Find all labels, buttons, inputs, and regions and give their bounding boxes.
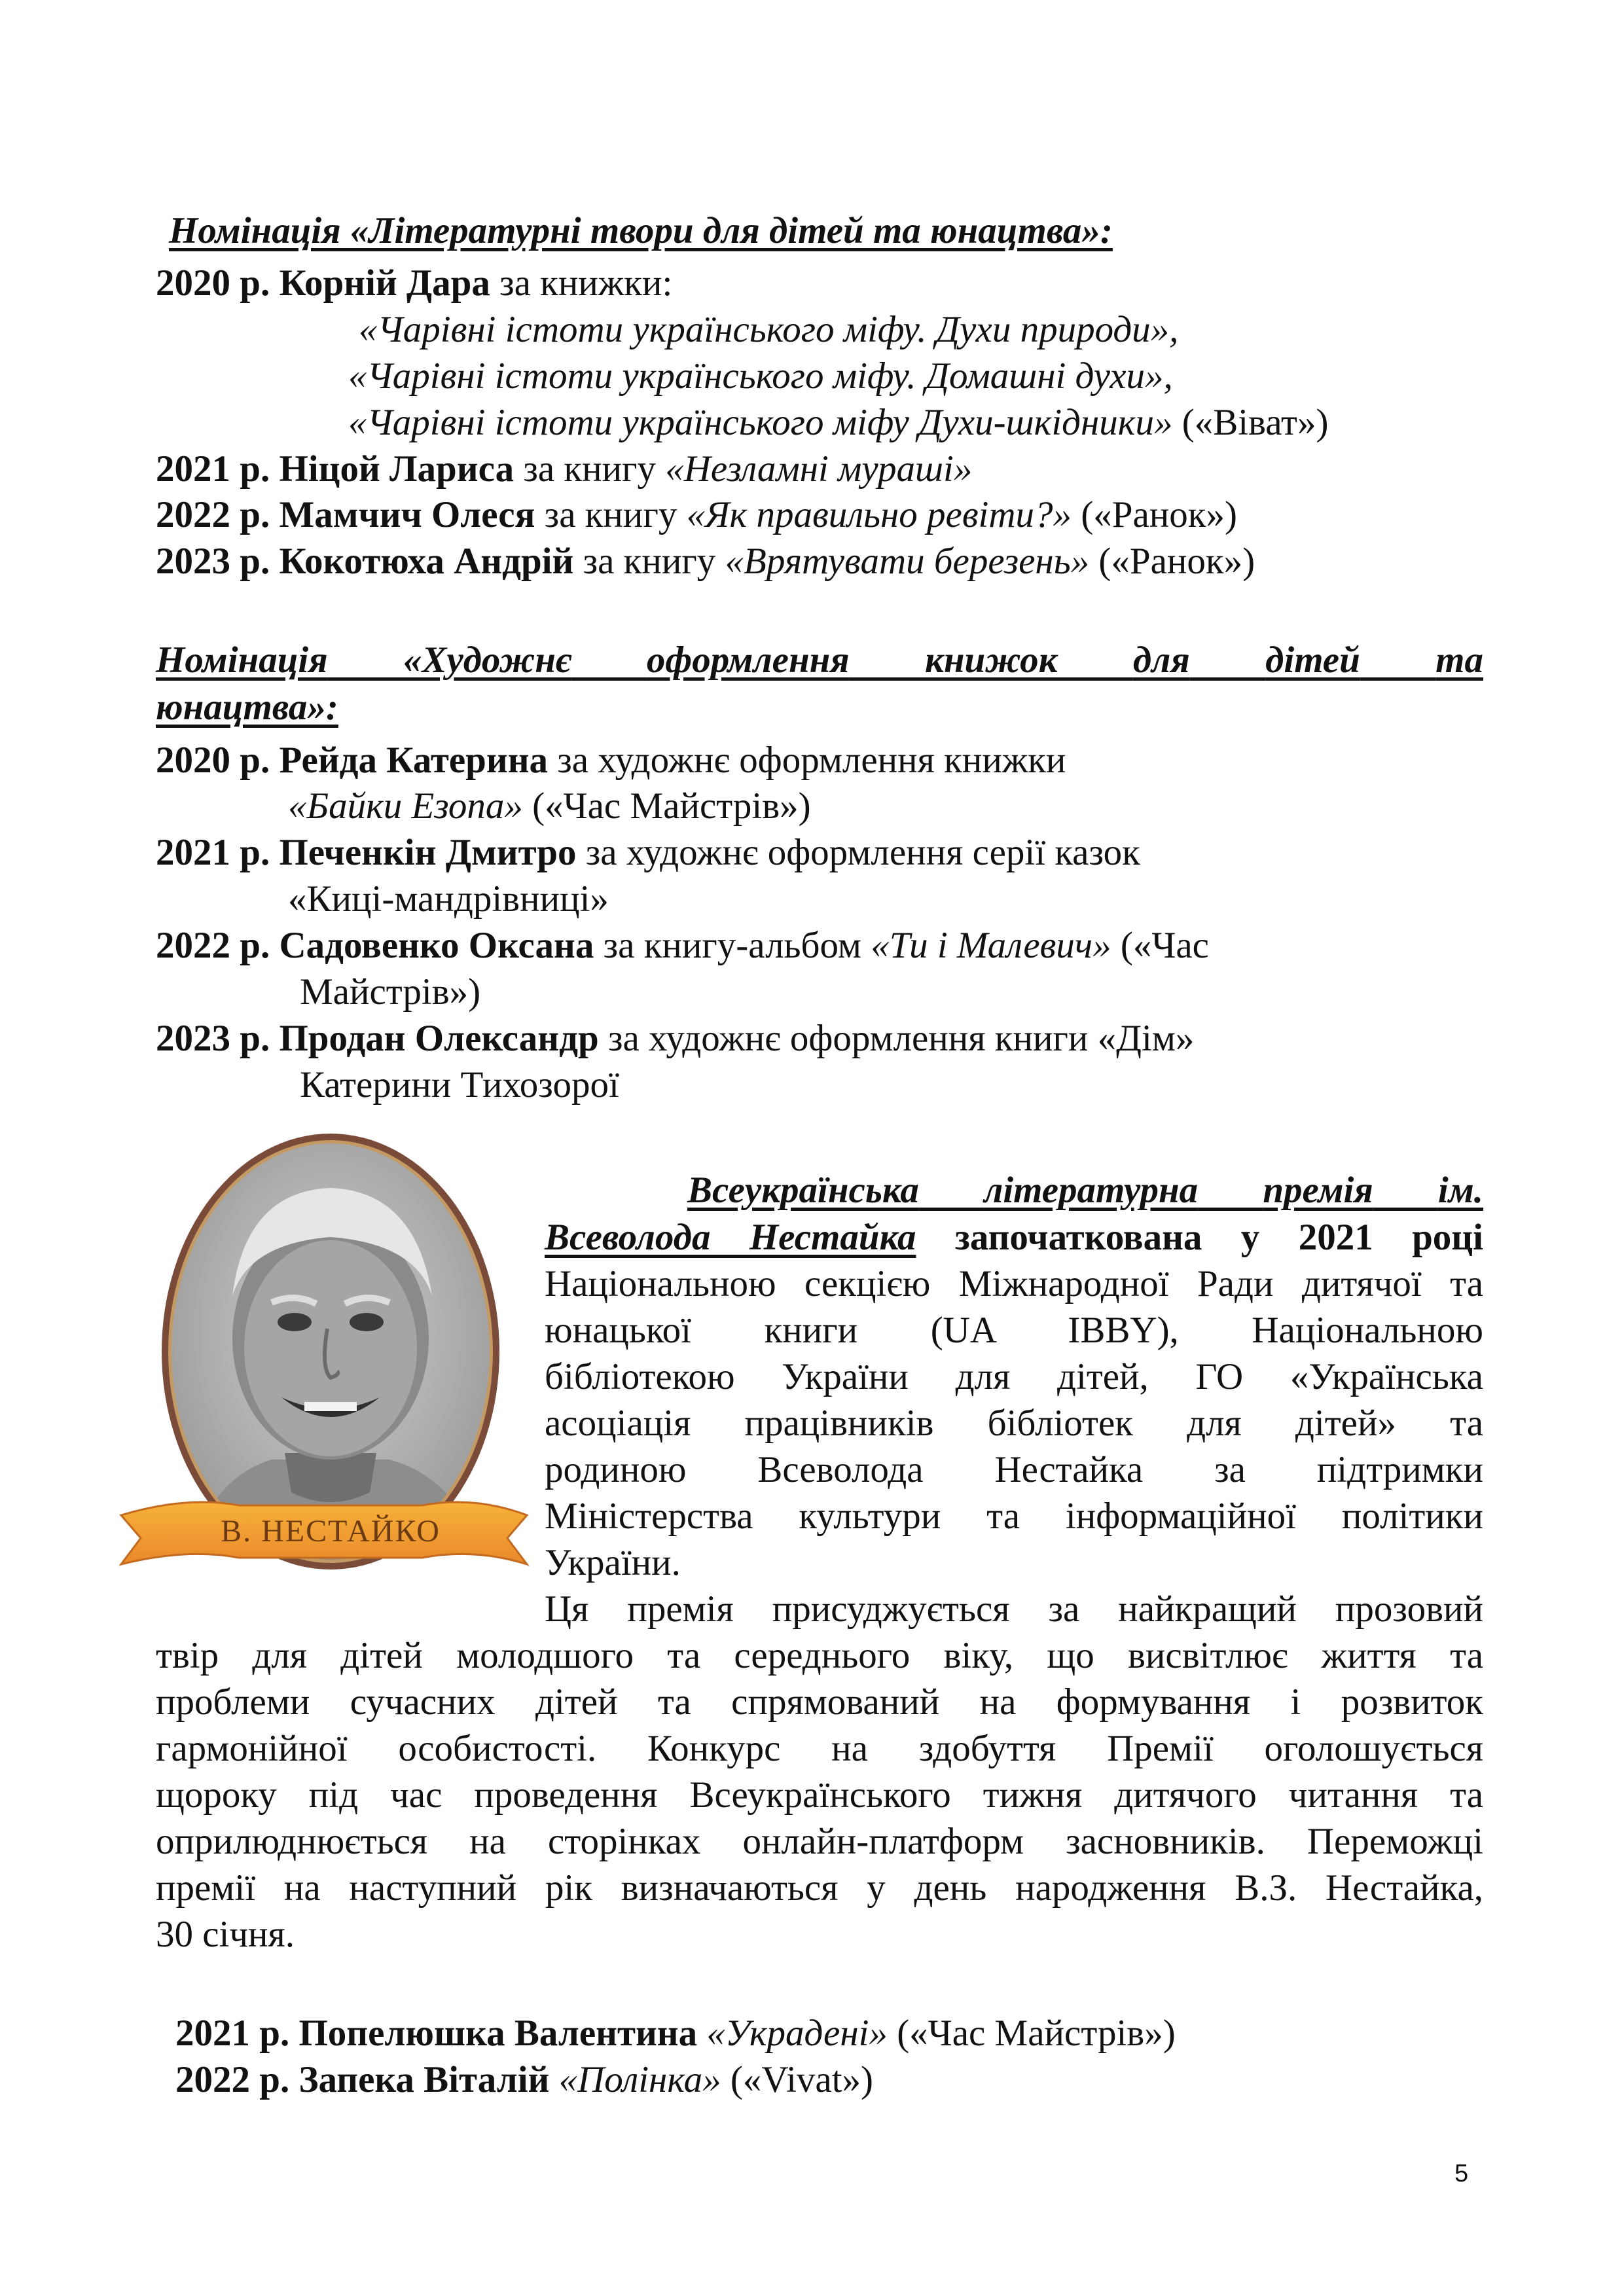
paragraph1-line: асоціація працівників бібліотек для дітей» та [545,1403,1483,1444]
entry-year: 2020 р. [156,262,270,304]
entry-2023-illustration: 2023 р. Продан Олександр за художнє оформлення книги «Дім» [156,1018,1195,1059]
paragraph2-first-line: Ця премія присуджується за найкращий прозовий [545,1588,1483,1630]
section-heading-nestaiko-prize-cont: Всеволода Нестайка започаткована у 2021 році [545,1217,1483,1258]
entry-text: за книжки: [490,262,673,304]
winner-2022: 2022 р. Запека Віталій «Полінка» («Vivat») [175,2059,874,2100]
section-heading-literary: Номінація «Літературні твори для дітей та юнацтва»: [169,210,1113,251]
entry-2022-illustration-cont: Майстрів») [300,971,481,1013]
winner-2021: 2021 р. Попелюшка Валентина «Украдені» («Час Майстрів») [175,2013,1176,2054]
entry-2021-illustration: 2021 р. Печенкін Дмитро за художнє оформлення серії казок [156,832,1140,873]
paragraph2-line: премії на наступний рік визначаються у день народження В.З. Нестайка, [156,1867,1483,1909]
ribbon-label: В. НЕСТАЙКО [221,1514,441,1549]
entry-2022-illustration: 2022 р. Садовенко Оксана за книгу-альбом «Ти і Малевич» («Час [156,925,1209,966]
page-number: 5 [1454,2160,1469,2187]
section-heading-illustration: Номінація «Художнє оформлення книжок для дітей та [156,639,1484,681]
section-heading-illustration-cont: юнацтва»: [156,687,338,728]
entry-2021-illustration-cont: «Киці-мандрівниці» [288,878,609,920]
entry-2020-illustration: 2020 р. Рейда Катерина за художнє оформлення книжки [156,740,1066,781]
entry-2021-literary: 2021 р. Ніцой Лариса за книгу «Незламні мураші» [156,448,973,490]
paragraph2-line: твір для дітей молодшого та середнього віку, що висвітлює життя та [156,1635,1483,1676]
book-title-1: «Чарівні істоти українського міфу. Духи природи», [359,309,1179,350]
paragraph1-last-line: України. [545,1542,681,1583]
paragraph1-line: юнацької книги (UA IBBY), Національною [545,1310,1483,1351]
book-publisher: («Віват») [1172,402,1329,443]
entry-2022-literary: 2022 р. Мамчич Олеся за книгу «Як правильно ревіти?» («Ранок») [156,494,1237,535]
paragraph1-line: бібліотекою України для дітей, ГО «Українська [545,1356,1483,1397]
entry-2020-literary [156,264,672,302]
paragraph1-line: Національною секцією Міжнародної Ради дитячої та [545,1263,1483,1304]
paragraph2-last-line: 30 січня. [156,1914,295,1955]
paragraph1-line: родиною Всеволода Нестайка за підтримки [545,1449,1483,1490]
section-heading-nestaiko-prize: Всеукраїнська літературна премія ім. [687,1170,1484,1211]
portrait-illustration [108,1113,540,1597]
paragraph2-line: проблеми сучасних дітей та спрямований на формування і розвиток [156,1681,1483,1723]
entry-author: Корній Дара [279,262,490,304]
book-title-2: «Чарівні істоти українського міфу. Домашні духи», [348,355,1173,397]
entry-2020-illustration-cont: «Байки Езопа» («Час Майстрів») [288,785,811,827]
paragraph1-line: Міністерства культури та інформаційної політики [545,1496,1483,1537]
paragraph2-line: гармонійної особистості. Конкурс на здобуття Премії оголошується [156,1728,1483,1769]
entry-2023-illustration-cont: Катерини Тихозорої [300,1064,619,1105]
paragraph2-line: оприлюднюється на сторінках онлайн-платформ засновників. Переможці [156,1821,1483,1862]
book-title-3: «Чарівні істоти українського міфу Духи-шкідники» («Віват») [348,402,1329,443]
paragraph2-line: щороку під час проведення Всеукраїнського тижня дитячого читання та [156,1774,1483,1816]
entry-2023-literary: 2023 р. Кокотюха Андрій за книгу «Врятувати березень» («Ранок») [156,541,1255,582]
